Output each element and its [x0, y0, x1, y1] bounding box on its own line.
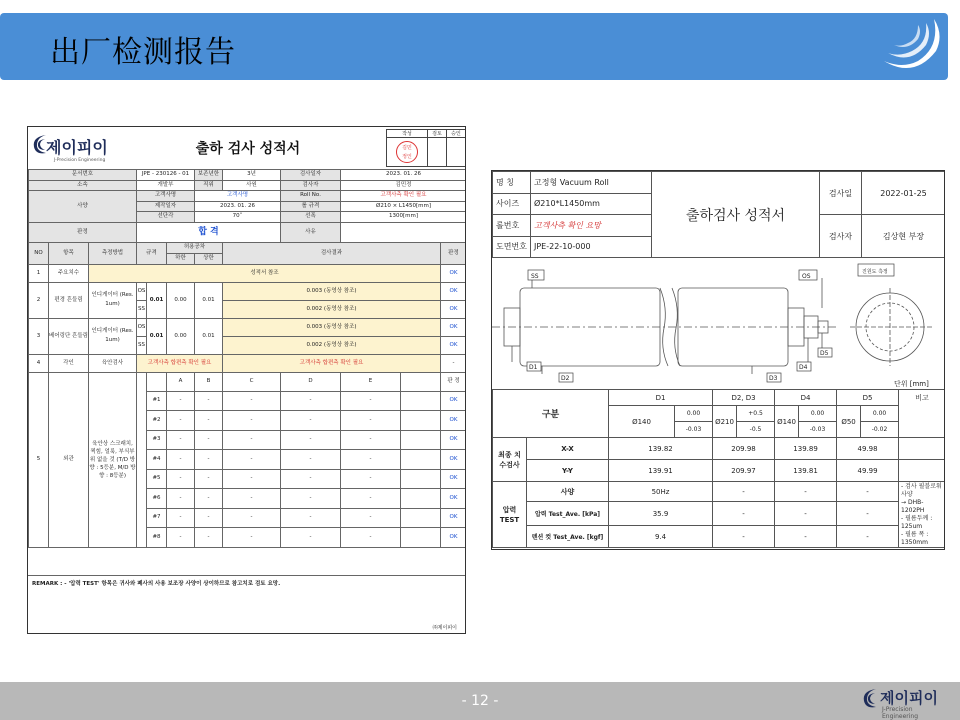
col-d5: D5: [837, 390, 899, 406]
row3-os: OS: [137, 318, 147, 336]
row3-upper: 0.01: [195, 318, 223, 354]
spec-v4: -: [837, 482, 899, 502]
yy-d5: 49.99: [837, 460, 899, 482]
row2-os: OS: [137, 282, 147, 300]
row2-spec: 0.01: [147, 282, 167, 318]
yy-label: Y-Y: [527, 460, 609, 482]
row2-method: 인디게이터 (Res. 1um): [89, 282, 137, 318]
judge-label: 판정: [29, 222, 137, 242]
row2-lower: 0.00: [167, 282, 195, 318]
logo-subtitle: J-Precision Engineering: [54, 158, 106, 163]
head-upper: 상한: [195, 253, 223, 264]
size-label: 롤 규격: [281, 201, 341, 212]
press-notes: - 검사 필블로워 사양 → DHB-1202PH - 필름두께 : 125um - 필름 폭 : 1350mm: [899, 482, 945, 548]
tag-d3: D3: [769, 375, 778, 382]
row5-no: 5: [29, 372, 49, 547]
right-title: 출하검사 성적서: [652, 172, 820, 258]
roll-drawing: [492, 257, 945, 389]
customer-value: 고객사명: [195, 191, 281, 202]
spec-v2: -: [713, 482, 775, 502]
row4-item: 각인: [49, 354, 89, 372]
row3-item: 베어링단 흔들림: [49, 318, 89, 354]
roll-no-value: 고객사측 확인 필요: [341, 191, 467, 202]
tag-os: OS: [802, 273, 811, 280]
reason-label: 사유: [281, 222, 341, 242]
final-dim-label: 최종 치수검사: [493, 438, 527, 482]
row4-method: 육안검사: [89, 354, 137, 372]
row5-method: 육안상 스크래치, 찍힘, 얼룩, 부식부위 없을 것 (T/D 방향 : 5등분, M/D 방향 : 8등분): [89, 372, 137, 547]
d5-upper: 0.00: [861, 406, 899, 422]
unit-label: 단위 [mm]: [894, 380, 929, 388]
head-item: 항목: [49, 242, 89, 264]
shipment-report-right: [491, 170, 945, 550]
crescent-logo-icon: [874, 17, 946, 79]
slide-title: 出厂检测报告: [50, 35, 236, 70]
tc-v2: -: [713, 526, 775, 548]
row2-result-ss: 0.002 (동영상 참조): [223, 300, 441, 318]
head-method: 측정방법: [89, 242, 137, 264]
size-label: 사이즈: [493, 193, 531, 215]
visual-row: #7 - - - - - OK: [29, 508, 467, 528]
row3-spec: 0.01: [147, 318, 167, 354]
d5-lower: -0.02: [861, 422, 899, 438]
row3-lower: 0.00: [167, 318, 195, 354]
head-lower: 하한: [167, 253, 195, 264]
d1-lower: -0.03: [675, 422, 713, 438]
spec-v1: 50Hz: [609, 482, 713, 502]
row2-upper: 0.01: [195, 282, 223, 318]
width-value: 1300[mm]: [341, 212, 467, 223]
tag-ss: SS: [531, 273, 539, 280]
d2-nominal: Ø210: [713, 406, 737, 438]
d2-upper: +0.5: [737, 406, 775, 422]
angle-label: 선단각: [137, 212, 195, 223]
inspector-label: 검사자: [281, 180, 341, 191]
xx-d5: 49.98: [837, 438, 899, 460]
remark-text: REMARK : - '압력 TEST' 항목은 귀사와 폐사의 사용 보조장 사양이 상이하므로 참고치로 검토 요망.: [28, 575, 466, 621]
doc-no-label: 문서번호: [29, 170, 137, 181]
col-d1: D1: [609, 390, 713, 406]
d5-nominal: Ø50: [837, 406, 861, 438]
page-number: - 12 -: [461, 693, 499, 709]
dept-value: 개발부: [137, 180, 195, 191]
row2-judge-ss: OK: [441, 300, 467, 318]
width-label: 선폭: [281, 212, 341, 223]
insp-date: 2023. 01. 26: [341, 170, 467, 181]
d4-nominal: Ø140: [775, 406, 799, 438]
visual-col-e: E: [341, 372, 401, 391]
pa-v3: -: [775, 502, 837, 526]
tc-v4: -: [837, 526, 899, 548]
xx-label: X-X: [527, 438, 609, 460]
visual-row: #5 - - - - - OK: [29, 469, 467, 489]
visual-judge-label: 판 정: [441, 372, 467, 391]
col-d4: D4: [775, 390, 837, 406]
head-tol: 허용공차: [167, 242, 223, 253]
roll-drawing-svg: [492, 258, 945, 390]
report-title: 출하 검사 성적서: [195, 141, 301, 157]
footer-logo: [862, 687, 946, 720]
approval-writer: 작성: [387, 130, 428, 138]
head-result: 검사결과: [223, 242, 441, 264]
yy-d1: 139.91: [609, 460, 713, 482]
visual-col-c: C: [223, 372, 281, 391]
xx-d2: 209.98: [713, 438, 775, 460]
gubun-label: 구분: [493, 390, 609, 438]
tag-circularity: 진원도 측정: [862, 269, 888, 275]
company-logo: [32, 131, 132, 167]
logo-text: 제이피이: [46, 138, 108, 157]
shipment-report-left: [27, 126, 466, 634]
inspection-table: [28, 169, 466, 548]
inspector-value: 김민정: [341, 180, 467, 191]
name-value: 고정형 Vacuum Roll: [531, 172, 652, 194]
doc-no: JPE - 230126 - 01: [137, 170, 195, 181]
angle-value: 70˚: [195, 212, 281, 223]
approval-confirm: 승인: [446, 130, 465, 138]
visual-row: #2 - - - - - OK: [29, 411, 467, 431]
size-value: Ø210*L1450mm: [531, 193, 652, 215]
row4-no: 4: [29, 354, 49, 372]
dept-label: 소속: [29, 180, 137, 191]
visual-row: #4 - - - - - OK: [29, 450, 467, 470]
roll-value: 고객사측 확인 요망: [531, 215, 652, 237]
d4-lower: -0.03: [799, 422, 837, 438]
head-spec: 규격: [137, 242, 167, 264]
name-label: 명 칭: [493, 172, 531, 194]
col-d2d3: D2, D3: [713, 390, 775, 406]
visual-row: #6 - - - - - OK: [29, 489, 467, 509]
keep-value: 3년: [223, 170, 281, 181]
visual-row: #1 - - - - - OK: [29, 391, 467, 411]
pos-value: 사원: [223, 180, 281, 191]
pa-v1: 35.9: [609, 502, 713, 526]
tag-d4: D4: [799, 364, 808, 371]
footer-logo-subtitle: J-Precision Engineering: [882, 706, 918, 720]
row3-method: 인디게이터 (Res. 1um): [89, 318, 137, 354]
bottom-company: ㈜제이피이: [432, 625, 457, 631]
press-test-label: 압력 TEST: [493, 482, 527, 548]
insp-date-label: 검사일자: [281, 170, 341, 181]
dimension-table: [492, 389, 945, 548]
row4-spec: 고객사측 합편측 확인 필요: [137, 354, 223, 372]
inspector-label: 검사자: [820, 215, 862, 258]
row1-item: 주요치수: [49, 264, 89, 282]
visual-row: #3 - - - - - OK: [29, 430, 467, 450]
make-date-label: 제작일자: [137, 201, 195, 212]
keep-label: 보존년한: [195, 170, 223, 181]
yy-d4: 139.81: [775, 460, 837, 482]
date-value: 2022-01-25: [862, 172, 946, 215]
slide-header: [0, 13, 948, 80]
drawing-label: 도면번호: [493, 236, 531, 258]
tag-d2: D2: [561, 375, 570, 382]
spec-label: 사양: [527, 482, 609, 502]
row3-result-ss: 0.002 (동영상 참조): [223, 336, 441, 354]
row3-judge-ss: OK: [441, 336, 467, 354]
visual-row: #8 - - - - - OK: [29, 528, 467, 548]
row2-judge-os: OK: [441, 282, 467, 300]
date-label: 검사일: [820, 172, 862, 215]
row4-result: 고객사측 합편측 확인 필요: [223, 354, 441, 372]
judge-value: 합 격: [137, 222, 281, 242]
row3-judge-os: OK: [441, 318, 467, 336]
row1-judge: OK: [441, 264, 467, 282]
tag-d5: D5: [820, 350, 829, 357]
footer-logo-swoosh-icon: [862, 687, 878, 709]
row1-result: 성적서 참조: [89, 264, 441, 282]
approval-box: [386, 129, 466, 167]
customer-label: 고객사명: [137, 191, 195, 202]
xx-d1: 139.82: [609, 438, 713, 460]
tc-v1: 9.4: [609, 526, 713, 548]
row2-no: 2: [29, 282, 49, 318]
right-header-table: [492, 171, 945, 258]
d4-upper: 0.00: [799, 406, 837, 422]
xx-d4: 139.89: [775, 438, 837, 460]
d1-upper: 0.00: [675, 406, 713, 422]
head-judge: 판정: [441, 242, 467, 264]
pa-v4: -: [837, 502, 899, 526]
approval-review: 검토: [427, 130, 446, 138]
d1-nominal: Ø140: [609, 406, 675, 438]
head-no: NO: [29, 242, 49, 264]
inspector-value: 김상현 부장: [862, 215, 946, 258]
signature-seal: 김민 정인: [396, 141, 418, 163]
size-value: Ø210 × L1450[mm]: [341, 201, 467, 212]
row2-item: 편경 흔들림: [49, 282, 89, 318]
row4-judge: -: [441, 354, 467, 372]
row2-ss: SS: [137, 300, 147, 318]
visual-col-b: B: [195, 372, 223, 391]
row1-no: 1: [29, 264, 49, 282]
tag-d1: D1: [529, 364, 538, 371]
d2-lower: -0.5: [737, 422, 775, 438]
slide-footer: [0, 682, 960, 720]
pa-label: 압력 Test_Ave. [kPa]: [527, 502, 609, 526]
row3-ss: SS: [137, 336, 147, 354]
row3-no: 3: [29, 318, 49, 354]
tc-v3: -: [775, 526, 837, 548]
drawing-value: JPE-22-10-000: [531, 236, 652, 258]
visual-col-d: D: [281, 372, 341, 391]
row5-item: 외관: [49, 372, 89, 547]
pos-label: 직위: [195, 180, 223, 191]
row3-result-os: 0.003 (동영상 참조): [223, 318, 441, 336]
pa-v2: -: [713, 502, 775, 526]
roll-label: 롤번호: [493, 215, 531, 237]
visual-col-a: A: [167, 372, 195, 391]
footer-logo-text: 제이피이: [880, 689, 938, 707]
remark-header: 비고: [899, 390, 945, 438]
make-date-value: 2023. 01. 26: [195, 201, 281, 212]
spec-label: 사양: [29, 191, 137, 223]
yy-d2: 209.97: [713, 460, 775, 482]
spec-v3: -: [775, 482, 837, 502]
row2-result-os: 0.003 (동영상 참조): [223, 282, 441, 300]
roll-no-label: Roll No.: [281, 191, 341, 202]
tc-label: 텐션 컷 Test_Ave. [kgf]: [527, 526, 609, 548]
